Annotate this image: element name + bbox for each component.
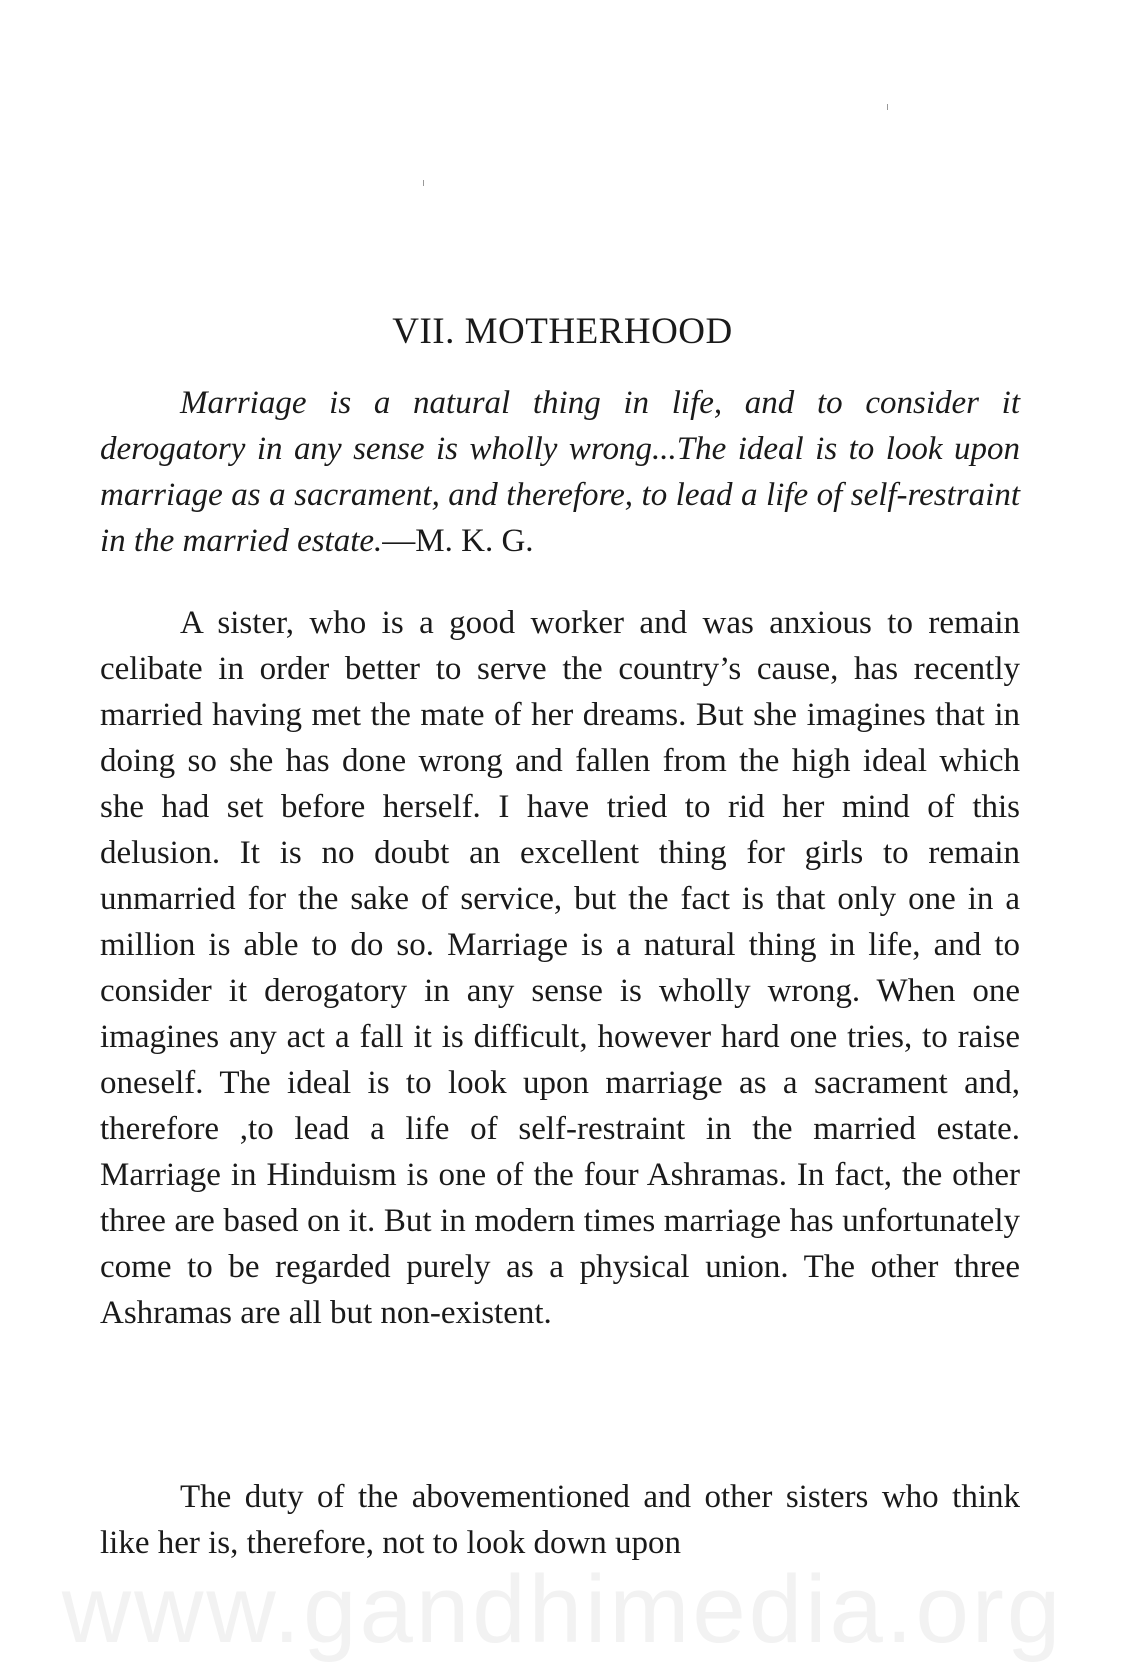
paragraph: The duty of the abovementioned and other sisters who think like her is, therefore, not to look down upon: [100, 1479, 1020, 1561]
epigraph-attribution: —M. K. G.: [382, 523, 534, 559]
epigraph: [100, 380, 1020, 564]
epigraph-text: Marriage is a natural thing in life, and to consider it derogatory in any sense is wholly wrong...The ideal is to look upon marriage as a sacrament, and therefore, to lead a life of self-restraint in the married estate.—M. K. G.: [100, 385, 1020, 559]
scan-speck: [887, 104, 888, 110]
watermark: www.gandhimedia.org: [61, 1556, 1064, 1663]
chapter-title: VII. MOTHERHOOD: [392, 311, 733, 352]
scan-speck: [423, 180, 424, 186]
paragraph: A sister, who is a good worker and was anxious to remain celibate in order better to serve the country’s cause, has recently married having met the mate of her dreams. But she imagines that in doing so she has done wrong and fallen from the high ideal which she had set before herself. I have tried to rid her mind of this delusion. It is no doubt an excellent thing for girls to remain unmarried for the sake of service, but the fact is that only one in a million is able to do so. Marriage is a natural thing in life, and to consider it derogatory in any sense is wholly wrong. When one imagines any act a fall it is difficult, however hard one tries, to raise oneself. The ideal is to look upon marriage as a sacrament and, therefore ,to lead a life of self-restraint in the married estate. Marriage in Hinduism is one of the four Ashramas. In fact, the other three are based on it. But in modern times marriage has unfortunately come to be regarded purely as a physical union. The other three Ashramas are all but non-existent.: [100, 605, 1020, 1331]
